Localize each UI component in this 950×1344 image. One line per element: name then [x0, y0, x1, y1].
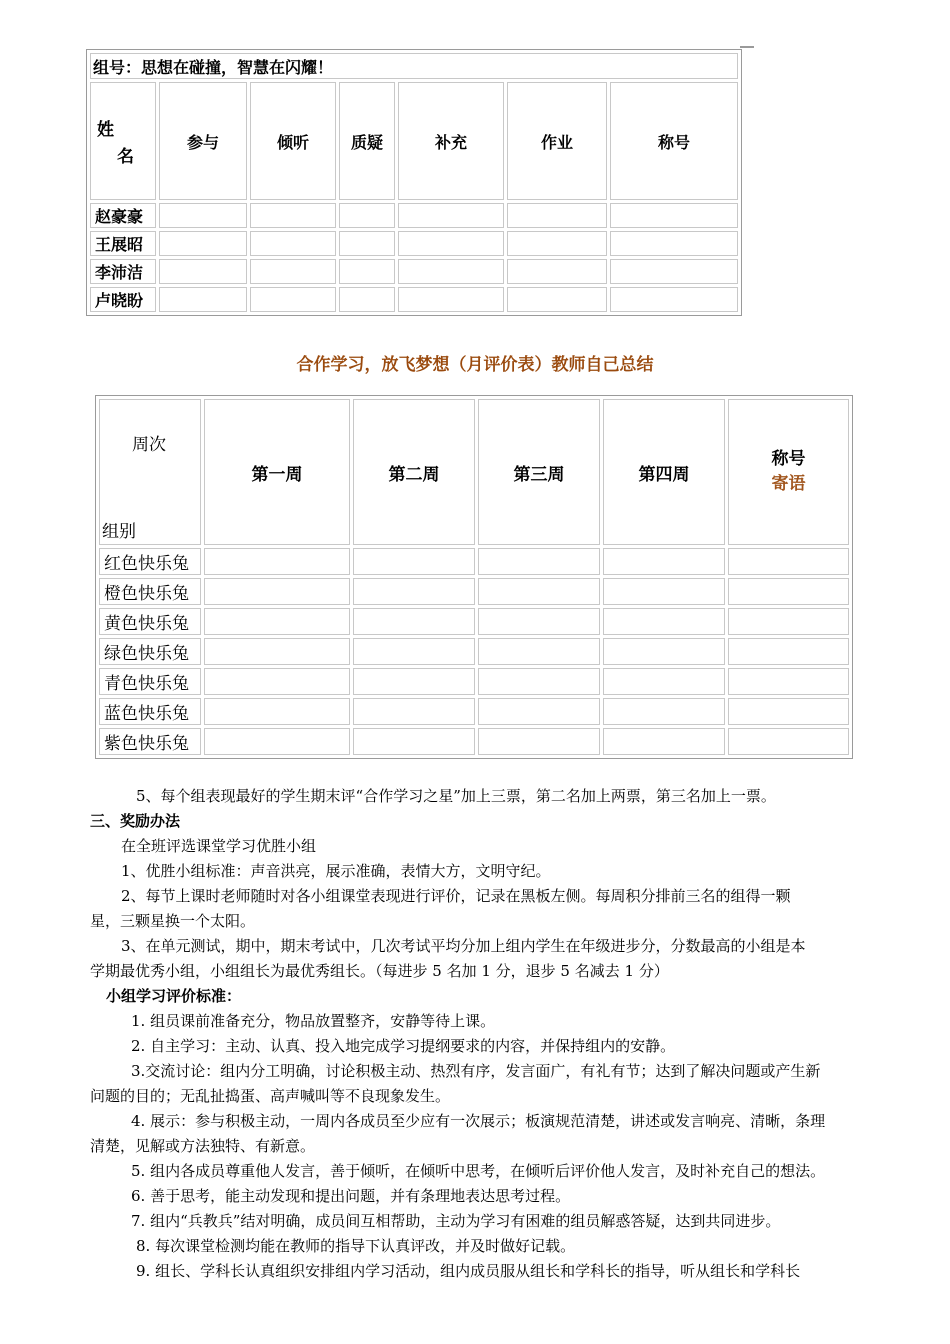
- week-cell: [353, 668, 475, 695]
- week-cell: [353, 578, 475, 605]
- week-cell: [353, 698, 475, 725]
- week-cell: [204, 578, 350, 605]
- reward-2-line2: 星，三颗星换一个太阳。: [90, 912, 256, 930]
- week-cell: [353, 548, 475, 575]
- name-header-bottom: 名: [117, 147, 134, 167]
- criteria-2: 2. 自主学习：主动、认真、投入地完成学习提纲要求的内容，并保持组内的安静。: [131, 1037, 676, 1055]
- col-header: 质疑: [339, 82, 395, 200]
- week-cell: [204, 728, 350, 755]
- week-cell: [478, 608, 600, 635]
- week-cell: [353, 638, 475, 665]
- group-evaluation-table: [86, 49, 742, 316]
- score-cell: [507, 259, 607, 284]
- table-row: [99, 668, 849, 695]
- reward-1: 1、优胜小组标准：声音洪亮，展示准确，表情大方，文明守纪。: [121, 862, 551, 880]
- student-name: 赵豪豪: [90, 203, 156, 228]
- group-name: 红色快乐兔: [99, 548, 201, 575]
- criteria-3-line2: 问题的目的；无乱扯捣蛋、高声喊叫等不良现象发生。: [90, 1087, 451, 1105]
- week-cell: [603, 668, 725, 695]
- table-row: [90, 203, 738, 228]
- week-header: 第一周: [204, 399, 350, 545]
- week-cell: [478, 638, 600, 665]
- reward-3-line2: 学期最优秀小组，小组组长为最优秀组长。（每进步 5 名加 1 分，退步 5 名减去 1 分）: [90, 962, 669, 980]
- monthly-evaluation-table: [95, 395, 853, 759]
- criteria-4-line1: 4. 展示：参与积极主动，一周内各成员至少应有一次展示；板演规范清楚，讲述或发言响亮、清晰，条理: [131, 1112, 826, 1130]
- group-name: 橙色快乐兔: [99, 578, 201, 605]
- score-cell: [610, 287, 738, 312]
- group-title-cell: [90, 53, 738, 79]
- week-cell: [728, 578, 849, 605]
- score-cell: [507, 287, 607, 312]
- table-row: [90, 259, 738, 284]
- week-cell: [728, 608, 849, 635]
- score-cell: [159, 287, 247, 312]
- week-cell: [478, 578, 600, 605]
- student-name: 卢晓盼: [90, 287, 156, 312]
- group-name: 蓝色快乐兔: [99, 698, 201, 725]
- corner-bottom: 组别: [102, 522, 136, 542]
- score-cell: [159, 259, 247, 284]
- score-cell: [398, 259, 504, 284]
- week-cell: [728, 728, 849, 755]
- group-name: 青色快乐兔: [99, 668, 201, 695]
- week-cell: [478, 548, 600, 575]
- score-cell: [507, 203, 607, 228]
- col-header: 倾听: [250, 82, 336, 200]
- criteria-8: 8. 每次课堂检测均能在教师的指导下认真评改，并及时做好记载。: [136, 1237, 576, 1255]
- week-header: 第二周: [353, 399, 475, 545]
- name-header-top: 姓: [97, 120, 114, 140]
- week-cell: [204, 548, 350, 575]
- col-header: 补充: [398, 82, 504, 200]
- score-cell: [159, 203, 247, 228]
- criteria-9: 9. 组长、学科长认真组织安排组内学习活动，组内成员服从组长和学科长的指导，听从组长和学科长: [136, 1262, 801, 1280]
- criteria-5: 5. 组内各成员尊重他人发言，善于倾听，在倾听中思考，在倾听后评价他人发言，及时补充自己的想法。: [131, 1162, 826, 1180]
- group-name: 绿色快乐兔: [99, 638, 201, 665]
- col-header: 参与: [159, 82, 247, 200]
- week-cell: [728, 698, 849, 725]
- reward-2-line1: 2、每节上课时老师随时对各小组课堂表现进行评价，记录在黑板左侧。每周积分排前三名的组得一颗: [121, 887, 791, 905]
- title-header-line1: 称号: [771, 449, 806, 469]
- score-cell: [398, 203, 504, 228]
- score-cell: [250, 203, 336, 228]
- student-name: 王展昭: [90, 231, 156, 256]
- score-cell: [250, 287, 336, 312]
- reward-3-line1: 3、在单元测试，期中，期末考试中，几次考试平均分加上组内学生在年级进步分，分数最高的小组是本: [121, 937, 806, 955]
- week-cell: [204, 698, 350, 725]
- score-cell: [339, 203, 395, 228]
- score-cell: [398, 287, 504, 312]
- score-cell: [610, 259, 738, 284]
- score-cell: [610, 203, 738, 228]
- table-row: [99, 728, 849, 755]
- monthly-table-title: 合作学习，放飞梦想（月评价表）教师自己总结: [296, 355, 654, 375]
- week-cell: [603, 728, 725, 755]
- week-cell: [603, 578, 725, 605]
- week-cell: [728, 638, 849, 665]
- reward-intro: 在全班评选课堂学习优胜小组: [121, 837, 317, 855]
- week-cell: [478, 668, 600, 695]
- week-cell: [728, 668, 849, 695]
- table-row: [99, 698, 849, 725]
- week-cell: [478, 698, 600, 725]
- week-cell: [728, 548, 849, 575]
- score-cell: [339, 231, 395, 256]
- group-name: 紫色快乐兔: [99, 728, 201, 755]
- top-rule: [740, 46, 754, 48]
- week-cell: [204, 638, 350, 665]
- name-header-cell: [90, 82, 156, 200]
- corner-cell: [99, 399, 201, 545]
- week-cell: [353, 728, 475, 755]
- section-heading-3: 三、奖励办法: [90, 812, 181, 830]
- week-cell: [204, 608, 350, 635]
- table-row: [99, 578, 849, 605]
- table-row: [99, 608, 849, 635]
- group-name: 黄色快乐兔: [99, 608, 201, 635]
- col-header: 作业: [507, 82, 607, 200]
- criteria-7: 7. 组内“兵教兵”结对明确，成员间互相帮助，主动为学习有困难的组员解惑答疑，达到共同进步。: [131, 1212, 781, 1230]
- corner-top: 周次: [132, 435, 166, 455]
- criteria-4-line2: 清楚，见解或方法独特、有新意。: [90, 1137, 316, 1155]
- table-row: [99, 548, 849, 575]
- score-cell: [339, 259, 395, 284]
- student-name: 李沛洁: [90, 259, 156, 284]
- score-cell: [339, 287, 395, 312]
- week-cell: [603, 548, 725, 575]
- table-row: [90, 231, 738, 256]
- criteria-6: 6. 善于思考，能主动发现和提出问题，并有条理地表达思考过程。: [131, 1187, 571, 1205]
- table-row: [90, 287, 738, 312]
- title-header: [728, 399, 849, 545]
- criteria-3-line1: 3.交流讨论：组内分工明确，讨论积极主动、热烈有序，发言面广，有礼有节；达到了解决问题或产生新: [131, 1062, 821, 1080]
- week-header: 第三周: [478, 399, 600, 545]
- group-title: 组号：思想在碰撞，智慧在闪耀！: [93, 57, 334, 77]
- criteria-heading: 小组学习评价标准：: [106, 987, 242, 1005]
- score-cell: [610, 231, 738, 256]
- col-header: 称号: [610, 82, 738, 200]
- week-cell: [353, 608, 475, 635]
- score-cell: [250, 259, 336, 284]
- week-cell: [204, 668, 350, 695]
- score-cell: [159, 231, 247, 256]
- week-cell: [603, 608, 725, 635]
- criteria-1: 1. 组员课前准备充分，物品放置整齐，安静等待上课。: [131, 1012, 496, 1030]
- paragraph-5: 5、每个组表现最好的学生期末评“合作学习之星”加上三票，第二名加上两票，第三名加上一票。: [136, 787, 776, 805]
- score-cell: [398, 231, 504, 256]
- score-cell: [507, 231, 607, 256]
- week-cell: [603, 698, 725, 725]
- table-row: [99, 638, 849, 665]
- week-cell: [478, 728, 600, 755]
- week-header: 第四周: [603, 399, 725, 545]
- score-cell: [250, 231, 336, 256]
- week-cell: [603, 638, 725, 665]
- title-header-line2: 寄语: [771, 474, 806, 494]
